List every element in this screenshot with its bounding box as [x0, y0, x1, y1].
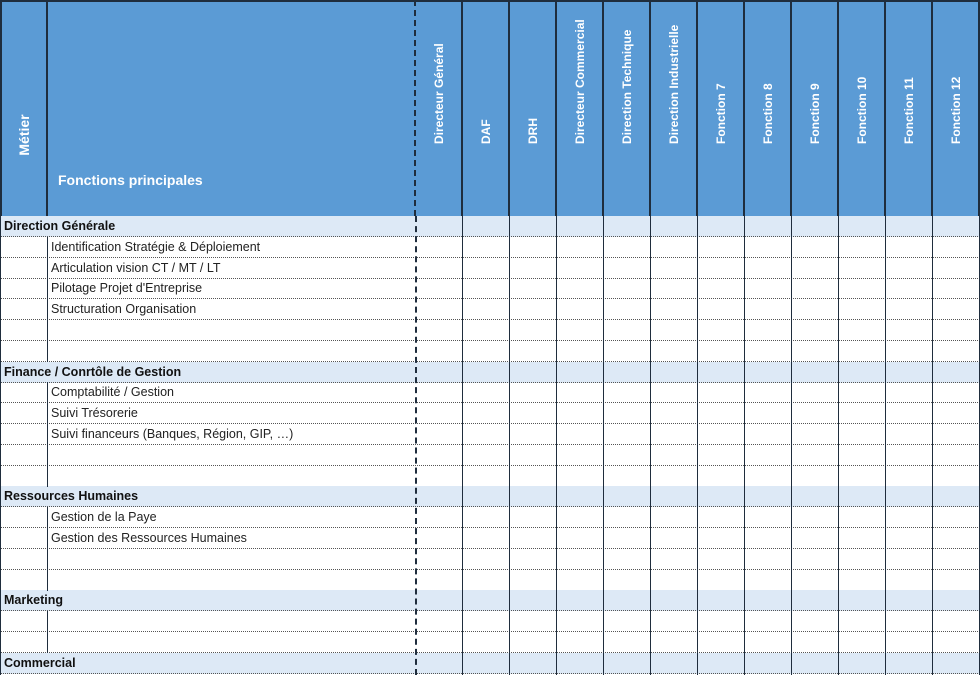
table-row[interactable] — [0, 237, 980, 258]
metier-divider — [47, 299, 48, 320]
table-row[interactable] — [0, 299, 980, 320]
header-column-7[interactable] — [698, 0, 745, 216]
section-row[interactable] — [0, 486, 980, 507]
header-column-4[interactable] — [557, 0, 604, 216]
table-row[interactable] — [0, 570, 980, 591]
metier-divider — [47, 632, 48, 653]
metier-divider — [47, 611, 48, 632]
table-row[interactable] — [0, 403, 980, 424]
table-row[interactable] — [0, 258, 980, 279]
metier-divider — [47, 320, 48, 341]
function-label: Gestion des Ressources Humaines — [51, 531, 247, 545]
header-column-1[interactable] — [416, 0, 463, 216]
metier-divider — [47, 507, 48, 528]
metier-divider — [47, 549, 48, 570]
header-column-10[interactable] — [839, 0, 886, 216]
header-column-2[interactable] — [463, 0, 510, 216]
header-column-label: DRH — [525, 118, 540, 144]
function-label: Suivi financeurs (Banques, Région, GIP, …) — [51, 427, 294, 441]
header-column-12[interactable] — [933, 0, 980, 216]
header-column-label: Fonction 8 — [760, 83, 775, 144]
table-row[interactable] — [0, 424, 980, 445]
metier-divider — [47, 528, 48, 549]
table-row[interactable] — [0, 341, 980, 362]
column-divider — [650, 216, 651, 675]
metier-divider — [47, 445, 48, 466]
metier-divider — [47, 341, 48, 362]
metier-divider — [47, 237, 48, 258]
function-label: Structuration Organisation — [51, 302, 197, 317]
left-border — [0, 216, 1, 675]
column-divider — [603, 216, 604, 675]
column-divider — [885, 216, 886, 675]
header-column-6[interactable] — [651, 0, 698, 216]
header-column-3[interactable] — [510, 0, 557, 216]
function-label: Identification Stratégie & Déploiement — [51, 239, 261, 254]
section-label: Marketing — [4, 593, 64, 608]
header-fonctions-label: Fonctions principales — [58, 172, 203, 188]
function-label: Articulation vision CT / MT / LT — [51, 260, 221, 275]
column-divider — [932, 216, 933, 675]
table-row[interactable] — [0, 445, 980, 466]
column-divider — [791, 216, 792, 675]
header-column-label: Fonction 11 — [901, 77, 916, 144]
section-label: Finance / Conrtôle de Gestion — [4, 364, 182, 379]
header-column-label: Fonction 7 — [713, 83, 728, 144]
metier-divider — [47, 570, 48, 591]
metier-divider — [47, 424, 48, 445]
section-label: Commercial — [4, 655, 76, 670]
metier-divider — [47, 382, 48, 403]
header-column-11[interactable] — [886, 0, 933, 216]
header-column-5[interactable] — [604, 0, 651, 216]
header-metier-label: Métier — [16, 114, 32, 156]
column-divider — [462, 216, 463, 675]
section-row[interactable] — [0, 362, 980, 383]
section-row[interactable] — [0, 216, 980, 237]
column-divider — [556, 216, 557, 675]
column-divider — [838, 216, 839, 675]
metier-divider — [47, 403, 48, 424]
metier-divider — [47, 466, 48, 487]
column-divider — [509, 216, 510, 675]
table-row[interactable] — [0, 278, 980, 299]
header-column-label: Directeur Général — [431, 43, 446, 144]
fonctions-right-border — [415, 216, 417, 675]
column-divider — [697, 216, 698, 675]
table-row[interactable] — [0, 611, 980, 632]
section-row[interactable] — [0, 653, 980, 674]
table-row[interactable] — [0, 382, 980, 403]
header-column-label: Direction Technique — [619, 29, 634, 144]
metier-divider — [47, 258, 48, 279]
header-metier-cell[interactable] — [0, 0, 48, 216]
function-label: Comptabilité / Gestion — [51, 385, 174, 400]
function-label: Suivi Trésorerie — [51, 406, 138, 421]
table-row[interactable] — [0, 507, 980, 528]
metier-divider — [47, 278, 48, 299]
function-label: Pilotage Projet d'Entreprise — [51, 281, 203, 296]
header-column-label: Fonction 10 — [854, 76, 869, 144]
header-column-9[interactable] — [792, 0, 839, 216]
header-column-label: Direction Industrielle — [666, 24, 681, 144]
column-divider — [744, 216, 745, 675]
section-label: Direction Générale — [4, 219, 116, 233]
header-fonctions-cell[interactable] — [48, 0, 416, 216]
table-row[interactable] — [0, 320, 980, 341]
header-column-label: DAF — [478, 119, 493, 144]
table-row[interactable] — [0, 528, 980, 549]
section-label: Ressources Humaines — [4, 489, 139, 504]
table-row[interactable] — [0, 632, 980, 653]
section-row[interactable] — [0, 590, 980, 611]
function-label: Gestion de la Paye — [51, 510, 157, 525]
header-column-label: Fonction 9 — [807, 83, 822, 144]
table-row[interactable] — [0, 549, 980, 570]
header-column-label: Directeur Commercial — [572, 19, 587, 144]
header-column-8[interactable] — [745, 0, 792, 216]
header-column-label: Fonction 12 — [948, 76, 963, 144]
table-row[interactable] — [0, 466, 980, 487]
